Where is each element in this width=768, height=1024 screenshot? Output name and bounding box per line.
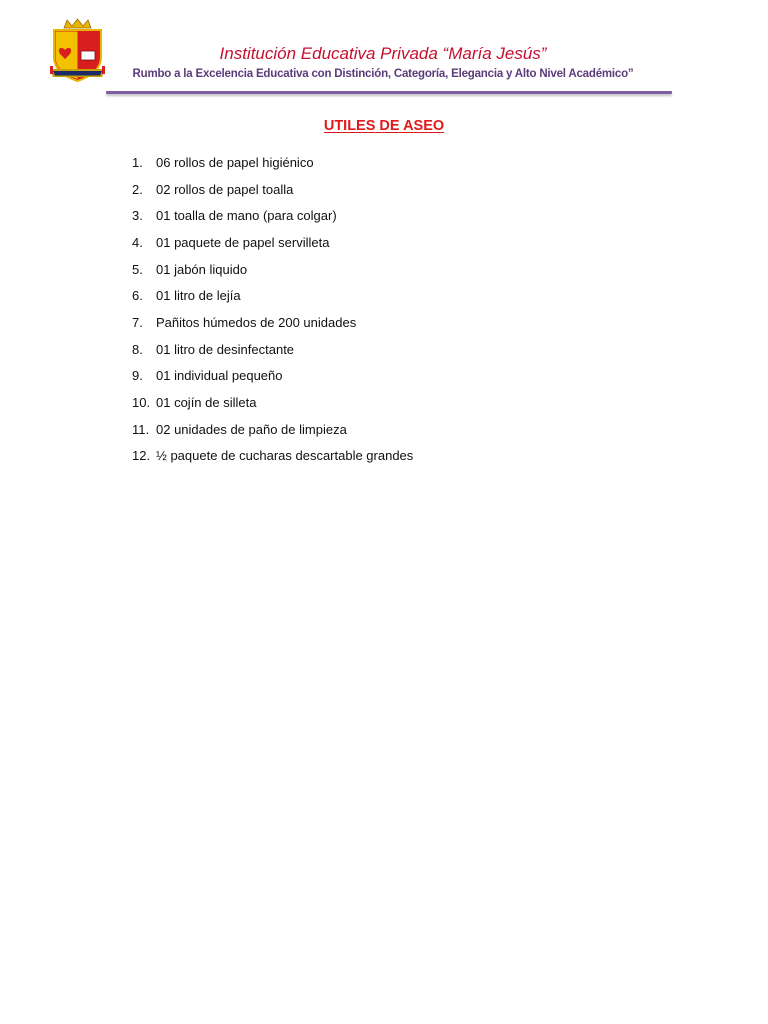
list-item [132, 336, 413, 363]
list-item [132, 363, 413, 390]
list-item [132, 443, 413, 470]
list-item-number: 7. [132, 314, 143, 330]
list-item-text: 01 paquete de papel servilleta [156, 234, 330, 250]
list-item-text: 01 jabón liquido [156, 261, 248, 277]
list-item [132, 176, 413, 203]
list-item-number: 9. [132, 368, 143, 384]
list-item [132, 149, 413, 176]
list-item-number: 8. [132, 341, 143, 357]
list-item [132, 389, 413, 416]
list-item-number: 1. [132, 154, 143, 170]
list-item-text: ½ paquete de cucharas descartable grandes [156, 448, 414, 464]
list-item-text: 01 cojín de silleta [156, 395, 257, 411]
list-item-number: 10. [132, 395, 151, 411]
school-name: Institución Educativa Privada “María Jesús” [219, 44, 547, 63]
school-crest-icon [48, 17, 107, 85]
list-item [132, 309, 413, 336]
list-item-text: 01 litro de lejía [156, 288, 241, 304]
list-item-number: 11. [132, 421, 150, 437]
list-item [132, 416, 413, 443]
list-item-text: 01 litro de desinfectante [156, 341, 295, 357]
list-item-number: 2. [132, 181, 143, 197]
list-item-text: Pañitos húmedos de 200 unidades [156, 314, 357, 330]
list-item-text: 06 rollos de papel higiénico [156, 154, 314, 170]
school-motto: Rumbo a la Excelencia Educativa con Distinción, Categoría, Elegancia y Alto Nivel Académico” [132, 68, 634, 80]
list-item-text: 02 unidades de paño de limpieza [156, 421, 347, 437]
list-item [132, 282, 413, 309]
page-title: UTILES DE ASEO [323, 118, 445, 134]
list-item [132, 229, 413, 256]
list-item-number: 5. [132, 261, 143, 277]
header-divider [106, 91, 672, 94]
list-item [132, 256, 413, 283]
list-item-number: 3. [132, 208, 143, 224]
list-item-text: 02 rollos de papel toalla [156, 181, 294, 197]
list-item [132, 202, 413, 229]
list-item-number: 12. [132, 448, 151, 464]
supplies-list [132, 149, 413, 469]
list-item-text: 01 toalla de mano (para colgar) [156, 208, 337, 224]
list-item-text: 01 individual pequeño [156, 368, 283, 384]
list-item-number: 6. [132, 288, 143, 304]
list-item-number: 4. [132, 234, 143, 250]
